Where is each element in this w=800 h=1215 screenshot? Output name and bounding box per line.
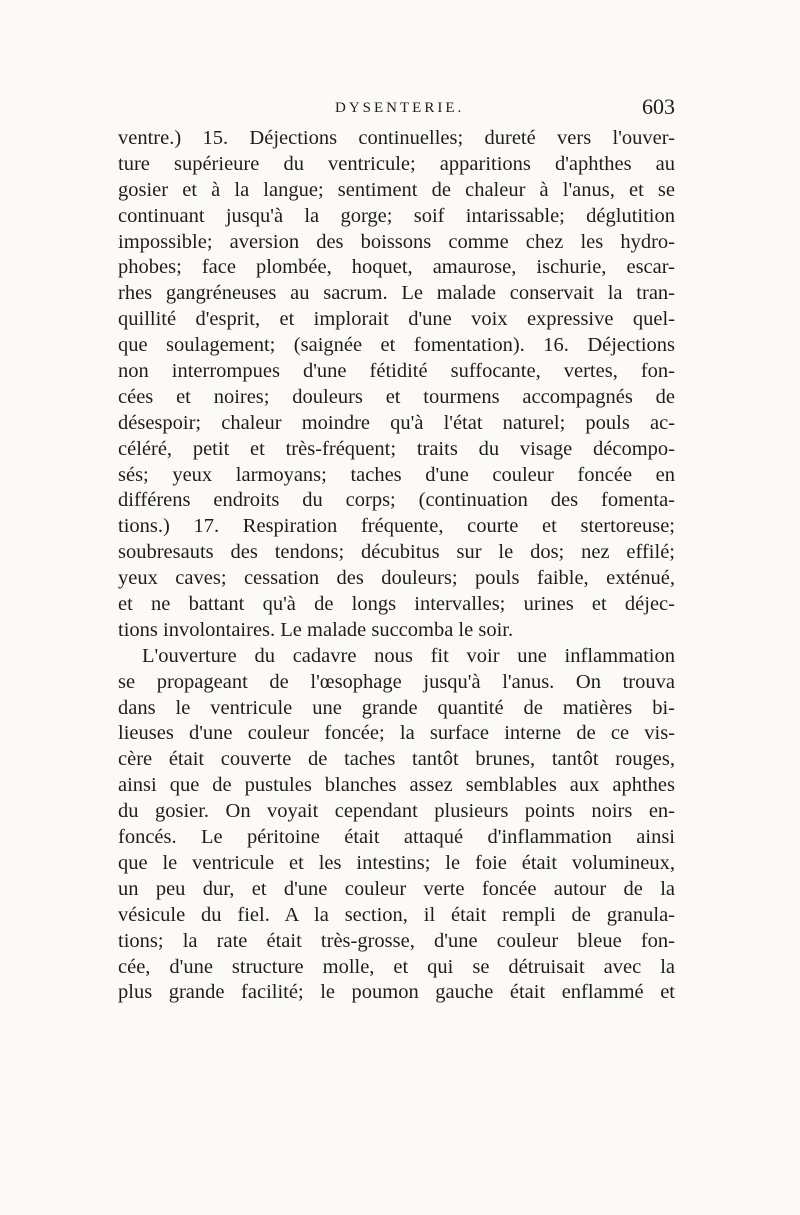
text-line: quillité d'esprit, et implorait d'une voix expressive quel-	[118, 308, 675, 331]
text-line: soubresauts des tendons; décubitus sur le dos; nez effilé;	[118, 541, 675, 564]
page-number: 603	[642, 94, 675, 119]
text-line: tions.) 17. Respiration fréquente, courte et stertoreuse;	[118, 515, 675, 538]
body-text	[118, 126, 675, 1006]
text-line: se propageant de l'œsophage jusqu'à l'anus. On trouva	[118, 670, 675, 693]
text-line: céléré, petit et très-fréquent; traits du visage décompo-	[118, 437, 675, 460]
text-line: continuant jusqu'à la gorge; soif intarissable; déglutition	[118, 204, 675, 227]
text-line: L'ouverture du cadavre nous fit voir une inflammation	[142, 644, 675, 667]
text-line: que le ventricule et les intestins; le foie était volumineux,	[118, 851, 675, 874]
text-line: tions; la rate était très-grosse, d'une couleur bleue fon-	[118, 929, 675, 952]
running-title: DYSENTERIE.	[335, 100, 465, 116]
text-line: lieuses d'une couleur foncée; la surface interne de ce vis-	[118, 722, 675, 745]
text-line: cère était couverte de taches tantôt brunes, tantôt rouges,	[118, 748, 675, 771]
page-header	[115, 96, 675, 126]
text-line: ture supérieure du ventricule; apparitions d'aphthes au	[118, 152, 675, 175]
text-line: rhes gangréneuses au sacrum. Le malade conservait la tran-	[118, 282, 675, 305]
text-line: phobes; face plombée, hoquet, amaurose, ischurie, escar-	[118, 256, 675, 279]
text-line: vésicule du fiel. A la section, il était rempli de granula-	[118, 903, 675, 926]
text-line: différens endroits du corps; (continuation des fomenta-	[118, 489, 675, 512]
text-line: et ne battant qu'à de longs intervalles; urines et déjec-	[118, 593, 675, 616]
text-line: dans le ventricule une grande quantité de matières bi-	[118, 696, 675, 719]
text-line: sés; yeux larmoyans; taches d'une couleur foncée en	[118, 463, 675, 486]
text-line: du gosier. On voyait cependant plusieurs points noirs en-	[118, 800, 675, 823]
text-line: désespoir; chaleur moindre qu'à l'état naturel; pouls ac-	[118, 411, 675, 434]
text-line: ainsi que de pustules blanches assez semblables aux aphthes	[118, 774, 675, 797]
text-line: cée, d'une structure molle, et qui se détruisait avec la	[118, 955, 675, 978]
text-line: yeux caves; cessation des douleurs; pouls faible, exténué,	[118, 567, 675, 590]
text-line: plus grande facilité; le poumon gauche était enflammé et	[118, 981, 675, 1004]
text-line: un peu dur, et d'une couleur verte foncée autour de la	[118, 877, 675, 900]
text-line: non interrompues d'une fétidité suffocante, vertes, fon-	[118, 360, 675, 383]
text-line: impossible; aversion des boissons comme chez les hydro-	[118, 230, 675, 253]
text-line: foncés. Le péritoine était attaqué d'inflammation ainsi	[118, 826, 675, 849]
text-line: gosier et à la langue; sentiment de chaleur à l'anus, et se	[118, 178, 675, 201]
text-line: que soulagement; (saignée et fomentation). 16. Déjections	[118, 334, 675, 357]
text-line: tions involontaires. Le malade succomba le soir.	[118, 618, 514, 641]
text-line: ventre.) 15. Déjections continuelles; dureté vers l'ouver-	[118, 127, 675, 149]
text-line: cées et noires; douleurs et tourmens accompagnés de	[118, 385, 675, 408]
